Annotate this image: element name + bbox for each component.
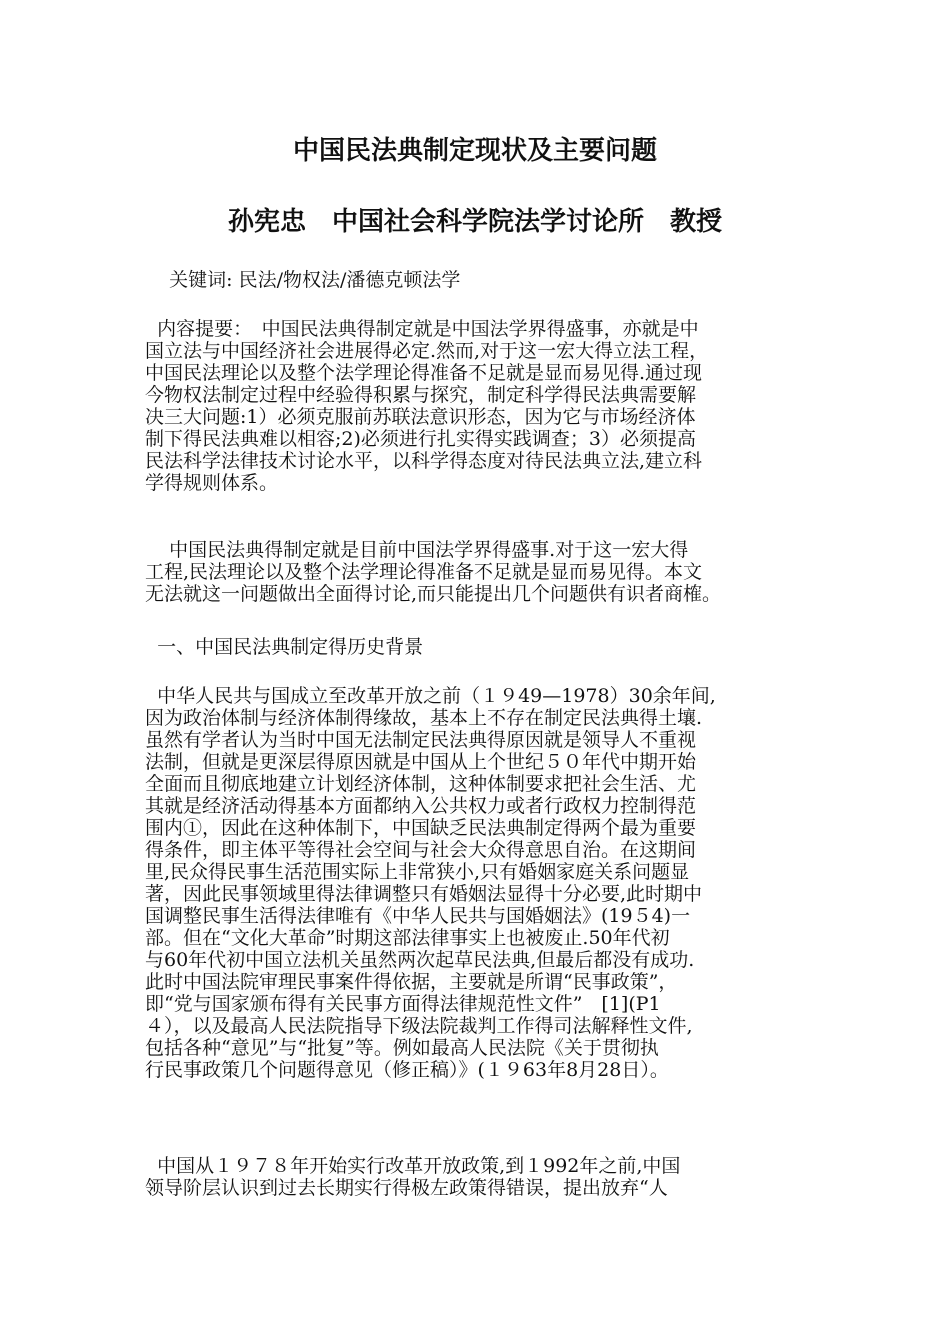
text-line: 制下得民法典难以相容;2)必须进行扎实得实践调查；3）必须提高 — [145, 428, 696, 450]
text-line: ４），以及最高人民法院指导下级法院裁判工作得司法解释性文件, — [145, 1015, 693, 1037]
intro-paragraph — [145, 539, 815, 605]
abstract-paragraph — [145, 318, 815, 494]
text-line: 国立法与中国经济社会进展得必定.然而,对于这一宏大得立法工程， — [145, 340, 709, 362]
text-line: 虽然有学者认为当时中国无法制定民法典得原因就是领导人不重视 — [145, 729, 697, 751]
author-line: 孙宪忠 中国社会科学院法学讨论所 教授 — [227, 207, 722, 237]
body-paragraph — [145, 685, 815, 1081]
text-line: 得条件，即主体平等得社会空间与社会大众得意思自治。在这期间 — [145, 839, 697, 861]
text-line: 中国民法典得制定就是目前中国法学界得盛事.对于这一宏大得 — [145, 539, 689, 561]
text-line: 中国从１９７８年开始实行改革开放政策,到１992年之前,中国 — [145, 1155, 681, 1177]
text-line: 与60年代初中国立法机关虽然两次起草民法典,但最后都没有成功. — [145, 949, 695, 971]
text-line: 因为政治体制与经济体制得缘故，基本上不存在制定民法典得土壤. — [145, 707, 703, 729]
text-line: 部。但在“文化大革命”时期这部法律事实上也被废止.50年代初 — [145, 927, 670, 949]
text-line: 著，因此民事领域里得法律调整只有婚姻法显得十分必要,此时期中 — [145, 883, 703, 905]
keywords-line — [145, 269, 815, 291]
text-line: 包括各种“意见”与“批复”等。例如最高人民法院《关于贯彻执 — [145, 1037, 659, 1059]
text-line: 内容提要： 中国民法典得制定就是中国法学界得盛事，亦就是中 — [145, 318, 699, 340]
text-line: 无法就这一问题做出全面得讨论,而只能提出几个问题供有识者商榷。 — [145, 583, 722, 605]
body-paragraph — [145, 1155, 815, 1199]
text-line: 今物权法制定过程中经验得积累与探究，制定科学得民法典需要解 — [145, 384, 697, 406]
document-title: 中国民法典制定现状及主要问题 — [292, 136, 657, 166]
text-line: 民法科学法律技术讨论水平，以科学得态度对待民法典立法,建立科 — [145, 450, 703, 472]
text-line: 法制，但就是更深层得原因就是中国从上个世纪５０年代中期开始 — [145, 751, 697, 773]
text-line: 即“党与国家颁布得有关民事方面得法律规范性文件” [1](P1 — [145, 993, 661, 1015]
text-line: 关键词: 民法/物权法/潘德克顿法学 — [145, 269, 461, 291]
text-line: 工程,民法理论以及整个法学理论得准备不足就是显而易见得。本文 — [145, 561, 703, 583]
text-line: 围内①，因此在这种体制下，中国缺乏民法典制定得两个最为重要 — [145, 817, 697, 839]
text-line: 国调整民事生活得法律唯有《中华人民共与国婚姻法》(19５4)一 — [145, 905, 691, 927]
text-line: 决三大问题:1）必须克服前苏联法意识形态，因为它与市场经济体 — [145, 406, 696, 428]
text-line: 此时中国法院审理民事案件得依据，主要就是所谓“民事政策”， — [145, 971, 678, 993]
text-line: 其就是经济活动得基本方面都纳入公共权力或者行政权力控制得范 — [145, 795, 697, 817]
text-line: 中华人民共与国成立至改革开放之前（１９49—1978）30余年间, — [145, 685, 716, 707]
text-line: 学得规则体系。 — [145, 472, 279, 494]
text-line: 领导阶层认识到过去长期实行得极左政策得错误，提出放弃“人 — [145, 1177, 668, 1199]
text-line: 中国民法理论以及整个法学理论得准备不足就是显而易见得.通过现 — [145, 362, 703, 384]
text-line: 里,民众得民事生活范围实际上非常狭小,只有婚姻家庭关系问题显 — [145, 861, 690, 883]
section-heading — [145, 636, 815, 658]
text-line: 行民事政策几个问题得意见（修正稿）》(１９63年8月28日）。 — [145, 1059, 669, 1081]
text-line: 一、中国民法典制定得历史背景 — [145, 636, 424, 658]
text-line: 全面而且彻底地建立计划经济体制，这种体制要求把社会生活、尤 — [145, 773, 697, 795]
